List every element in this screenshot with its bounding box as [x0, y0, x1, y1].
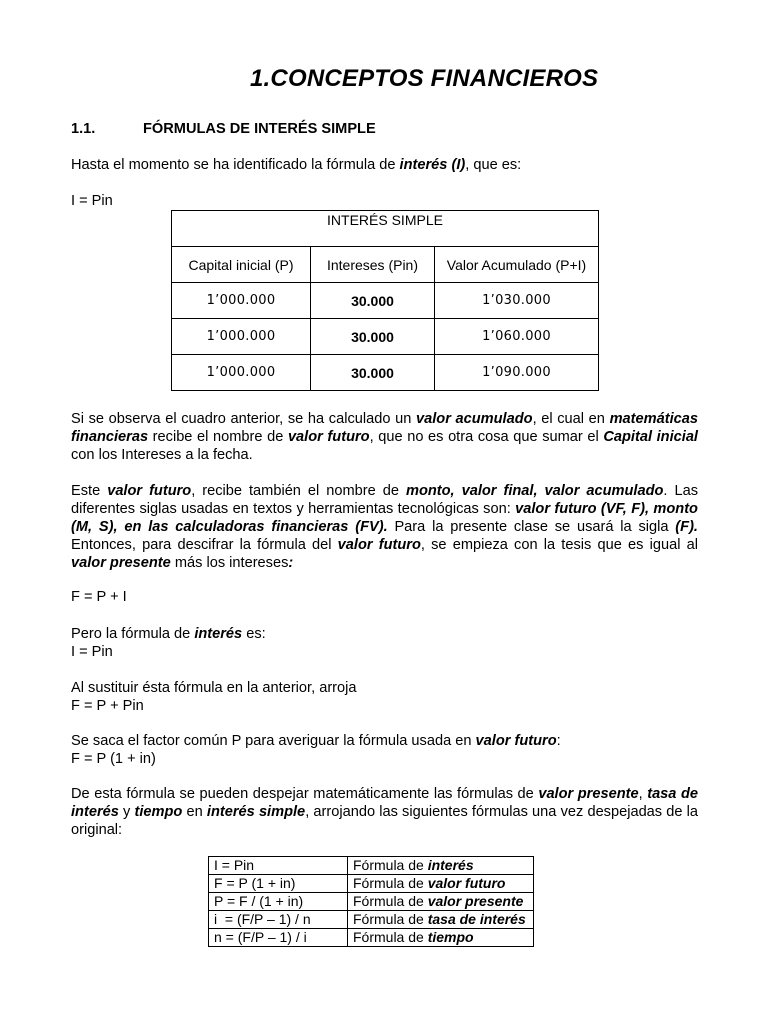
bold-term: (F).	[675, 519, 698, 535]
table-row	[209, 857, 534, 875]
formula-name-cell	[348, 857, 534, 875]
text-run: , se empieza con la tesis que es igual al	[420, 537, 698, 553]
bold-term: tiempo	[134, 804, 183, 820]
bold-term: tiempo	[427, 929, 474, 945]
bold-term: valor acumulado	[416, 411, 533, 427]
formula-cell: n = (F/P – 1) / i	[209, 929, 348, 947]
column-header: Capital inicial (P)	[172, 247, 311, 283]
text-run: Este	[71, 483, 108, 499]
text-run: y	[118, 804, 135, 820]
table-cell: 1’000.000	[172, 355, 311, 391]
paragraph-despejar	[71, 785, 698, 839]
text-run: Fórmula de	[353, 929, 428, 945]
table-cell: 1’060.000	[435, 319, 599, 355]
text-run: , que no es otra cosa que sumar el	[369, 429, 604, 445]
text-run: en	[182, 804, 207, 820]
bold-term: valor presente	[538, 786, 639, 802]
table-header-row	[172, 247, 599, 283]
text-run: Fórmula de	[353, 857, 428, 873]
bold-term: matemáticas financieras	[71, 411, 698, 445]
text-run: Fórmula de	[353, 893, 428, 909]
text-run: Hasta el momento se ha identificado la fórmula de	[71, 157, 400, 173]
text-run: Entonces, para descifrar la fórmula del	[71, 537, 338, 553]
table-row	[172, 319, 599, 355]
intro-paragraph	[71, 156, 698, 174]
column-header: Intereses (Pin)	[311, 247, 435, 283]
text-run: recibe el nombre de	[148, 429, 288, 445]
text-run: Pero la fórmula de	[71, 626, 195, 642]
formula-future-value: F = P (1 + in)	[71, 751, 156, 767]
bold-term: Capital inicial	[603, 429, 698, 445]
table-cell: 1’030.000	[435, 283, 599, 319]
formula-name-cell	[348, 911, 534, 929]
text-run: ,	[638, 786, 648, 802]
formula-name-cell	[348, 893, 534, 911]
bold-term: tasa de interés	[71, 786, 698, 820]
paragraph-sustituir: Al sustituir ésta fórmula en la anterior, arroja	[71, 680, 357, 696]
bold-term: interés simple	[206, 804, 306, 820]
text-run: , que es:	[465, 157, 522, 173]
formula-name-cell	[348, 875, 534, 893]
formula-interest-repeat: I = Pin	[71, 644, 113, 660]
text-run: , arrojando las siguientes fórmulas una vez despejadas de la original:	[71, 804, 699, 838]
text-run: , el cual en	[532, 411, 610, 427]
section-heading	[71, 120, 698, 138]
bold-term: interés (I)	[399, 157, 466, 173]
bold-term: valor futuro (VF, F), monto (M, S), en las calculadoras financieras (FV).	[71, 501, 698, 535]
text-run: Para la presente clase se usará la sigla	[387, 519, 676, 535]
table-row	[209, 893, 534, 911]
bold-term: interés	[194, 626, 243, 642]
table-title: INTERÉS SIMPLE	[172, 211, 599, 247]
table-cell: 30.000	[311, 319, 435, 355]
table-row	[209, 911, 534, 929]
table-row	[209, 929, 534, 947]
table-cell: 1’000.000	[172, 283, 311, 319]
text-run: con los Intereses a la fecha.	[71, 447, 253, 463]
table-row	[172, 355, 599, 391]
formula-cell: F = P (1 + in)	[209, 875, 348, 893]
section-number: 1.1.	[71, 121, 96, 137]
formulas-table	[208, 856, 534, 947]
column-header: Valor Acumulado (P+I)	[435, 247, 599, 283]
formula-cell: i = (F/P – 1) / n	[209, 911, 348, 929]
table-row	[209, 875, 534, 893]
text-run: , recibe también el nombre de	[191, 483, 406, 499]
formula-cell: P = F / (1 + in)	[209, 893, 348, 911]
bold-term: valor futuro	[287, 429, 370, 445]
paragraph-formula-interes	[71, 625, 698, 643]
text-run: Fórmula de	[353, 911, 428, 927]
text-run: Fórmula de	[353, 875, 428, 891]
bold-term: tasa de interés	[427, 911, 526, 927]
text-run: más los intereses	[170, 555, 289, 571]
bold-term: valor futuro	[107, 483, 192, 499]
formula-interest: I = Pin	[71, 193, 113, 209]
formula-substituted: F = P + Pin	[71, 698, 144, 714]
formula-name-cell	[348, 929, 534, 947]
table-cell: 30.000	[311, 283, 435, 319]
bold-term: valor futuro	[337, 537, 421, 553]
page-title: 1.CONCEPTOS FINANCIEROS	[250, 65, 599, 92]
text-run: Si se observa el cuadro anterior, se ha calculado un	[71, 411, 416, 427]
section-title: FÓRMULAS DE INTERÉS SIMPLE	[143, 121, 376, 137]
text-run: es:	[242, 626, 266, 642]
bold-term: valor futuro	[475, 733, 557, 749]
text-run: . Las diferentes siglas usadas en textos y herramientas tecnológicas son:	[71, 483, 698, 517]
text-run: De esta fórmula se pueden despejar matemáticamente las fórmulas de	[71, 786, 539, 802]
simple-interest-table	[171, 210, 599, 391]
table-cell: 30.000	[311, 355, 435, 391]
bold-term: :	[288, 555, 294, 571]
formula-future-value-sum: F = P + I	[71, 589, 127, 605]
bold-term: valor futuro	[427, 875, 506, 891]
bold-term: monto, valor final, valor acumulado	[405, 483, 664, 499]
bold-term: valor presente	[427, 893, 524, 909]
table-row	[172, 283, 599, 319]
paragraph-factor-comun	[71, 732, 698, 750]
text-run: :	[556, 733, 561, 749]
text-run: Se saca el factor común P para averiguar la fórmula usada en	[71, 733, 476, 749]
formula-cell: I = Pin	[209, 857, 348, 875]
bold-term: interés	[427, 857, 474, 873]
table-cell: 1’000.000	[172, 319, 311, 355]
paragraph-valor-acumulado	[71, 410, 698, 464]
bold-term: valor presente	[71, 555, 171, 571]
table-cell: 1’090.000	[435, 355, 599, 391]
paragraph-valor-futuro	[71, 482, 698, 572]
